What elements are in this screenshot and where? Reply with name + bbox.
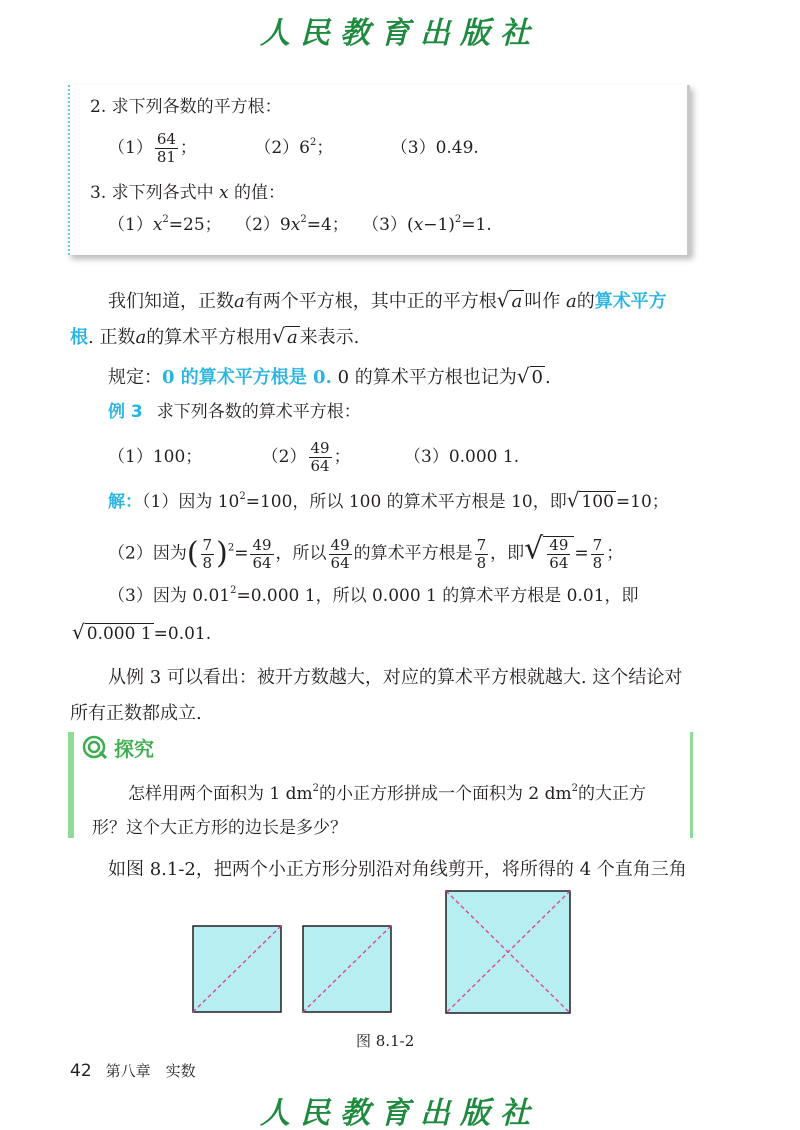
exercise-2-items: （1） $\frac{64}{81}$ ； $(2)6^2$； （3）0.49. bbox=[108, 130, 479, 166]
explore-title: 探究 bbox=[114, 737, 154, 761]
explore-left-bar bbox=[68, 732, 74, 838]
fraction: $\frac{64}{81}$ bbox=[156, 130, 176, 166]
fraction: $\frac{7}{8}$ bbox=[592, 535, 603, 572]
figure-description: 如图 8.1-2，把两个小正方形分别沿对角线剪开，将所得的 4 个直角三角 bbox=[108, 859, 687, 880]
page-footer bbox=[70, 1060, 196, 1081]
conclusion-line2: 所有正数都成立. bbox=[70, 703, 202, 724]
small-square-2 bbox=[303, 926, 391, 1012]
exercise-box bbox=[68, 85, 690, 255]
sqrt-expression: √ a bbox=[272, 324, 298, 348]
sqrt-expression: √ 0 bbox=[516, 364, 543, 388]
solution-label: 解： bbox=[108, 492, 142, 512]
fraction: $\frac{49}{64}$ bbox=[310, 439, 330, 475]
page-number: 42 bbox=[70, 1061, 92, 1081]
chapter-title: 第八章 实数 bbox=[105, 1062, 196, 1080]
explore-right-bar bbox=[690, 732, 693, 838]
small-square-1 bbox=[193, 926, 281, 1012]
definition-paragraph-line2: 根. 正数a的算术平方根用√ a 来表示. bbox=[70, 324, 360, 348]
example-label: 例 3 bbox=[108, 402, 143, 422]
rule-highlight: 0 的算术平方根是 0. bbox=[162, 367, 332, 388]
example-3-items: （1）100； （2） $\frac{49}{64}$ ； （3）0.000 1. bbox=[108, 439, 520, 475]
fraction: $\frac{7}{8}$ bbox=[476, 535, 487, 572]
exercise-3-label: 3. 求下列各式中 x 的值： bbox=[90, 183, 286, 203]
rule-line: 规定：0 的算术平方根是 0. 0 的算术平方根也记为√ 0 . bbox=[108, 364, 551, 388]
explore-icon bbox=[82, 735, 108, 759]
solution-line2: （2）因为( $\frac{7}{8}$ )$^2$= $\frac{49}{64}$ ，所以 $\frac{49}{64}$ 的算术平方根是 $\frac{7}{8}$ ，即√ $\frac{49}{64}$ = $\frac{7}{8}$ ； bbox=[108, 531, 624, 572]
exercise-2-label: 2. 求下列各数的平方根： bbox=[90, 97, 282, 117]
sqrt-expression: √ 100 bbox=[566, 488, 614, 512]
conclusion-line1: 从例 3 可以看出：被开方数越大，对应的算术平方根就越大. 这个结论对 bbox=[108, 667, 683, 688]
explore-text-line2: 形？这个大正方形的边长是多少？ bbox=[92, 818, 347, 838]
sqrt-expression: √ $\frac{49}{64}$ bbox=[524, 536, 574, 572]
sqrt-expression: √ 0.000 1 bbox=[72, 620, 152, 644]
figure-squares bbox=[190, 888, 580, 1018]
solution-line1: 解：（1）因为 $10^2=100$，所以 100 的算术平方根是 10，即√ 100 =10； bbox=[108, 488, 669, 512]
solution-line3: （3）因为 $0.01^2=0.000$ 1，所以 0.000 1 的算术平方根是 0.01，即 bbox=[108, 585, 639, 606]
sqrt-expression: √ a bbox=[496, 288, 523, 312]
fraction: $\frac{49}{64}$ bbox=[252, 535, 272, 572]
explore-text-line1: 怎样用两个面积为 1 $dm^2$的小正方形拼成一个面积为 2 $dm^2$的大正方 bbox=[128, 783, 647, 804]
publisher-watermark: 人民教育出版社 bbox=[260, 16, 540, 51]
fraction: $\frac{49}{64}$ bbox=[330, 535, 350, 572]
term-arithmetic-square-root: 算术平方 bbox=[594, 291, 667, 312]
fraction: $\frac{7}{8}$ bbox=[202, 535, 213, 572]
example-3-heading: 例 3 求下列各数的算术平方根： bbox=[108, 402, 361, 422]
solution-line4: √ 0.000 1 =0.01. bbox=[72, 620, 212, 644]
exercise-3-items: $(1)x^2=25$； $(2)9x^2=4$； $(3)(x-1)^2=1$. bbox=[108, 214, 492, 235]
publisher-watermark-bottom: 人民教育出版社 bbox=[260, 1096, 540, 1130]
definition-paragraph-line1: 我们知道，正数a有两个平方根，其中正的平方根√ a 叫作 a的算术平方 bbox=[108, 288, 667, 312]
figure-caption: 图 8.1-2 bbox=[356, 1032, 415, 1050]
